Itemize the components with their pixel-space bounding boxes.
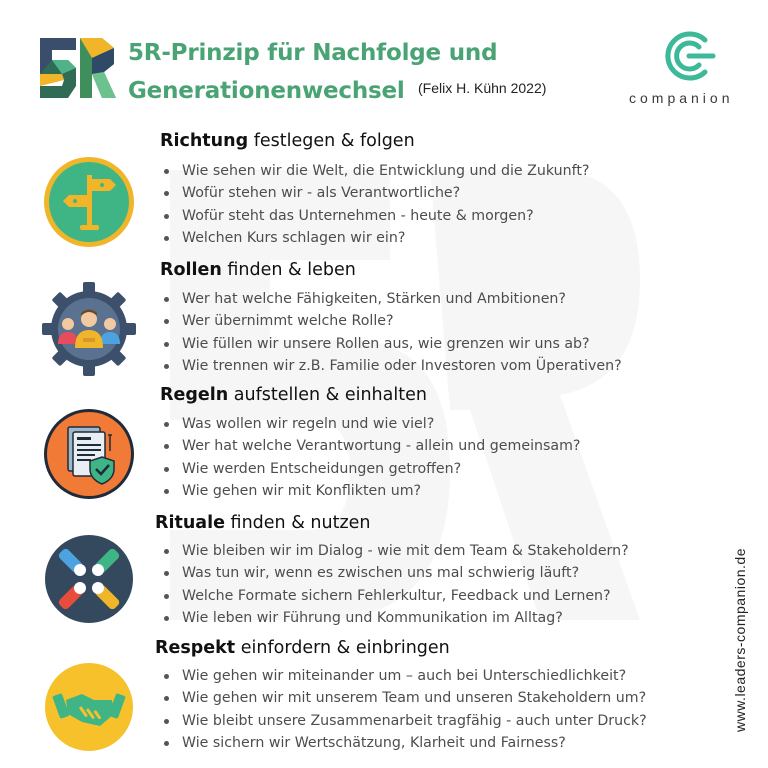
- list-item: Wie trennen wir z.B. Familie oder Investoren vom Üperativen?: [160, 355, 622, 377]
- section-heading-rollen: [160, 260, 356, 280]
- list-item: Wie sichern wir Wertschätzung, Klarheit und Fairness?: [160, 732, 647, 754]
- list-item: Wie gehen wir mit Konflikten um?: [160, 480, 580, 502]
- list-item: Was wollen wir regeln und wie viel?: [160, 413, 580, 435]
- heading-rest: festlegen & folgen: [248, 131, 415, 151]
- list-item: Welche Formate sichern Fehlerkultur, Feedback und Lernen?: [160, 585, 629, 607]
- list-item: Wie bleiben wir im Dialog - wie mit dem Team & Stakeholdern?: [160, 540, 629, 562]
- 5r-logo: [38, 36, 118, 100]
- heading-bold: Respekt: [155, 638, 236, 658]
- question-list-regeln: [160, 413, 580, 502]
- section-heading-respekt: [155, 638, 450, 658]
- website-url[interactable]: www.leaders-companion.de: [732, 548, 748, 732]
- list-item: Wie füllen wir unsere Rollen aus, wie grenzen wir uns ab?: [160, 333, 622, 355]
- list-item: Welchen Kurs schlagen wir ein?: [160, 227, 589, 249]
- signpost-icon: [42, 155, 136, 249]
- heading-rest: einfordern & einbringen: [235, 638, 450, 658]
- list-item: Wie gehen wir mit unserem Team und unseren Stakeholdern um?: [160, 687, 647, 709]
- question-list-respekt: [160, 665, 647, 754]
- companion-wordmark: companion: [629, 90, 734, 106]
- heading-bold: Rituale: [155, 513, 225, 533]
- question-list-rituale: [160, 540, 629, 629]
- section-heading-richtung: [160, 131, 415, 151]
- list-item: Wie sehen wir die Welt, die Entwicklung und die Zukunft?: [160, 160, 589, 182]
- question-list-rollen: [160, 288, 622, 377]
- list-item: Wer hat welche Fähigkeiten, Stärken und Ambitionen?: [160, 288, 622, 310]
- heading-bold: Rollen: [160, 260, 222, 280]
- list-item: Wie gehen wir miteinander um – auch bei Unterschiedlichkeit?: [160, 665, 647, 687]
- heading-rest: finden & nutzen: [224, 513, 371, 533]
- list-item: Wer hat welche Verantwortung - allein und gemeinsam?: [160, 435, 580, 457]
- heading-rest: aufstellen & einhalten: [228, 385, 427, 405]
- section-heading-regeln: [160, 385, 427, 405]
- team-gear-icon: [42, 282, 136, 376]
- question-list-richtung: [160, 160, 589, 249]
- list-item: Was tun wir, wenn es zwischen uns mal schwierig läuft?: [160, 562, 629, 584]
- document-shield-icon: [42, 407, 136, 501]
- list-item: Wofür steht das Unternehmen - heute & morgen?: [160, 205, 589, 227]
- list-item: Wofür stehen wir - als Verantwortliche?: [160, 182, 589, 204]
- list-item: Wer übernimmt welche Rolle?: [160, 310, 622, 332]
- heading-bold: Regeln: [160, 385, 229, 405]
- title-line-2: Generationenwechsel: [128, 78, 405, 104]
- list-item: Wie bleibt unsere Zusammenarbeit tragfähig - auch unter Druck?: [160, 710, 647, 732]
- list-item: Wie leben wir Führung und Kommunikation im Alltag?: [160, 607, 629, 629]
- joined-hands-icon: [42, 532, 136, 626]
- author-citation: (Felix H. Kühn 2022): [418, 80, 547, 96]
- heading-rest: finden & leben: [221, 260, 356, 280]
- companion-logo-icon: [661, 28, 717, 84]
- section-heading-rituale: [155, 513, 371, 533]
- page-title: [128, 34, 497, 110]
- title-line-1: 5R-Prinzip für Nachfolge und: [128, 40, 498, 66]
- handshake-icon: [42, 660, 136, 754]
- list-item: Wie werden Entscheidungen getroffen?: [160, 458, 580, 480]
- heading-bold: Richtung: [160, 131, 249, 151]
